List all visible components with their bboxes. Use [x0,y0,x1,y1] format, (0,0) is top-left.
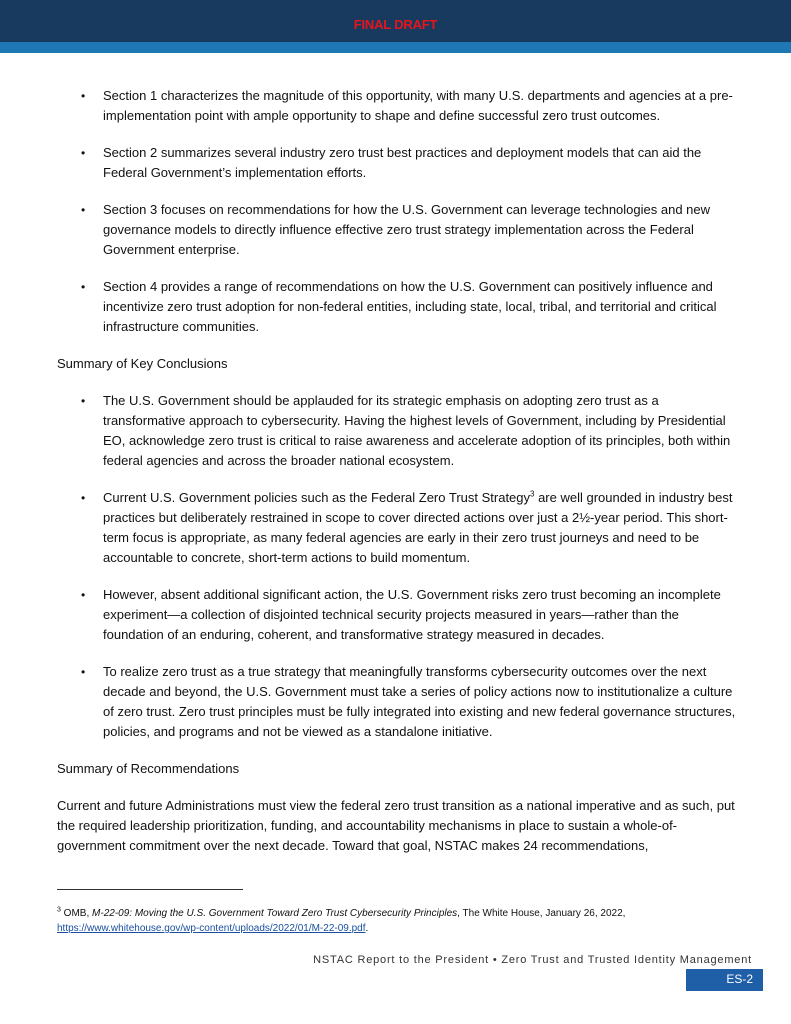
recommendations-heading: Summary of Recommendations [57,761,240,776]
footer-report-title: NSTAC Report to the President • Zero Trust and Trusted Identity Management [313,954,752,966]
section-bullet-list [57,86,737,337]
list-item [57,488,737,568]
list-item [57,86,737,126]
header-stripe [0,42,791,53]
bullet-icon: • [81,491,86,505]
bullet-icon: • [81,280,86,294]
recommendations-paragraph: Current and future Administrations must view the federal zero trust transition as a national imperative and as such, put the required leadership prioritization, funding, and accountability mechanisms in place to sustain a whole-of-government commitment over the next decade. Toward that goal, NSTAC makes 24 recommendations, [57,798,735,853]
list-item [57,143,737,183]
list-item [57,391,737,471]
bullet-text: Section 2 summarizes several industry zero trust best practices and deployment models that can aid the Federal Government’s implementation efforts. [103,145,702,180]
bullet-text: Section 1 characterizes the magnitude of this opportunity, with many U.S. departments and agencies at a pre-implementation point with ample opportunity to shape and define successful zero trust outcomes. [103,88,733,123]
list-item [57,277,737,337]
conclusions-heading: Summary of Key Conclusions [57,356,228,371]
footnote [57,906,737,936]
draft-label: FINAL DRAFT [353,17,438,32]
footnote-suffix: , The White House, January 26, 2022, [457,908,626,919]
footnote-ref[interactable]: 3 [530,489,535,499]
bullet-text: Section 4 provides a range of recommendations on how the U.S. Government can positively influence and incentivize zero trust adoption for non-federal entities, including state, local, tribal, and territorial and critical infrastructure communities. [103,279,717,334]
list-item [57,662,737,742]
bullet-icon: • [81,146,86,160]
footnote-divider [57,889,243,890]
footnote-title: M-22-09: Moving the U.S. Government Toward Zero Trust Cybersecurity Principles [92,908,458,919]
list-item [57,200,737,260]
bullet-icon: • [81,89,86,103]
main-content [57,86,737,856]
bullet-icon: • [81,203,86,217]
bullet-text: Section 3 focuses on recommendations for how the U.S. Government can leverage technologies and new governance models to directly influence effective zero trust strategy implementation across the Federal Government enterprise. [103,202,711,257]
conclusions-list [57,391,737,742]
bullet-text: are well grounded in industry best practices but deliberately restrained in scope to cover directed actions over just a 2½-year period. This short-term focus is appropriate, as many federal agencies are early in their zero trust journeys and need to be accountable to concrete, short-term actions to build momentum. [103,490,733,565]
footnote-prefix: OMB, [60,908,93,919]
bullet-text: Current U.S. Government policies such as the Federal Zero Trust Strategy [103,490,531,505]
bullet-icon: • [81,588,86,602]
bullet-text: The U.S. Government should be applauded for its strategic emphasis on adopting zero trust as a transformative approach to cybersecurity. Having the highest levels of Government, including by Presidential EO, acknowledge zero trust is critical to raise awareness and accelerate adoption of its principles, both within federal agencies and across the broader national ecosystem. [103,393,731,468]
footnote-number: 3 [57,906,61,914]
bullet-text: To realize zero trust as a true strategy that meaningfully transforms cybersecurity outcomes over the next decade and beyond, the U.S. Government must take a series of policy actions now to institutionalize a culture of zero trust. Zero trust principles must be fully integrated into existing and new federal governance structures, policies, and programs and not be viewed as a standalone initiative. [103,664,736,739]
footnote-end: . [365,923,369,934]
list-item [57,585,737,645]
bullet-icon: • [81,665,86,679]
bullet-icon: • [81,394,86,408]
footnote-link[interactable]: https://www.whitehouse.gov/wp-content/uploads/2022/01/M-22-09.pdf [57,923,366,934]
page-number: ES-2 [686,969,763,991]
bullet-text: However, absent additional significant action, the U.S. Government risks zero trust becoming an incomplete experiment—a collection of disjointed technical security projects measured in years—rather than the foundation of an enduring, coherent, and transformative strategy measured in decades. [103,587,721,642]
